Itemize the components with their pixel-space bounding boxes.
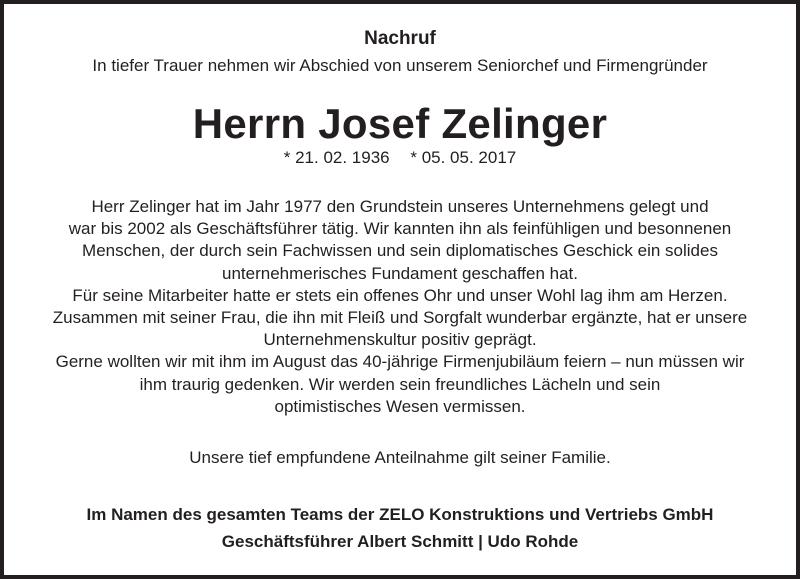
obituary-body [0, 196, 800, 418]
heading: Nachruf [364, 28, 436, 49]
life-dates [0, 148, 800, 168]
birth-date: * 21. 02. 1936 [283, 148, 390, 167]
deceased-name: Herrn Josef Zelinger [192, 100, 608, 147]
condolence-text: Unsere tief empfundene Anteilnahme gilt seiner Familie. [189, 448, 611, 467]
body-line: optimistisches Wesen vermissen. [274, 396, 526, 416]
body-line: war bis 2002 als Geschäftsführer tätig. Wir kannten ihn als feinfühligen und besonnenen [68, 219, 732, 239]
body-line: Zusammen mit seiner Frau, die ihn mit Fleiß und Sorgfalt wunderbar ergänzte, hat er unsere [52, 307, 748, 327]
signature-names: Geschäftsführer Albert Schmitt | Udo Rohde [221, 532, 579, 551]
body-line: ihm traurig gedenken. Wir werden sein freundliches Lächeln und sein [139, 374, 661, 394]
intro-text: In tiefer Trauer nehmen wir Abschied von unserem Seniorchef und Firmengründer [92, 56, 708, 75]
body-line: Gerne wollten wir mit ihm im August das 40-jährige Firmenjubiläum feiern – nun müssen wir [55, 352, 745, 372]
body-line: Herr Zelinger hat im Jahr 1977 den Grundstein unseres Unternehmens gelegt und [91, 197, 709, 216]
body-line: Menschen, der durch sein Fachwissen und sein diplomatisches Geschick ein solides [82, 241, 718, 261]
death-date: * 05. 05. 2017 [410, 148, 517, 167]
signature-company: Im Namen des gesamten Teams der ZELO Konstruktions und Vertriebs GmbH [86, 505, 714, 524]
body-line: unternehmerisches Fundament geschaffen hat. [222, 263, 578, 283]
body-line: Für seine Mitarbeiter hatte er stets ein offenes Ohr und unser Wohl lag ihm am Herzen. [72, 285, 728, 305]
body-line: Unternehmenskultur positiv geprägt. [263, 330, 537, 350]
